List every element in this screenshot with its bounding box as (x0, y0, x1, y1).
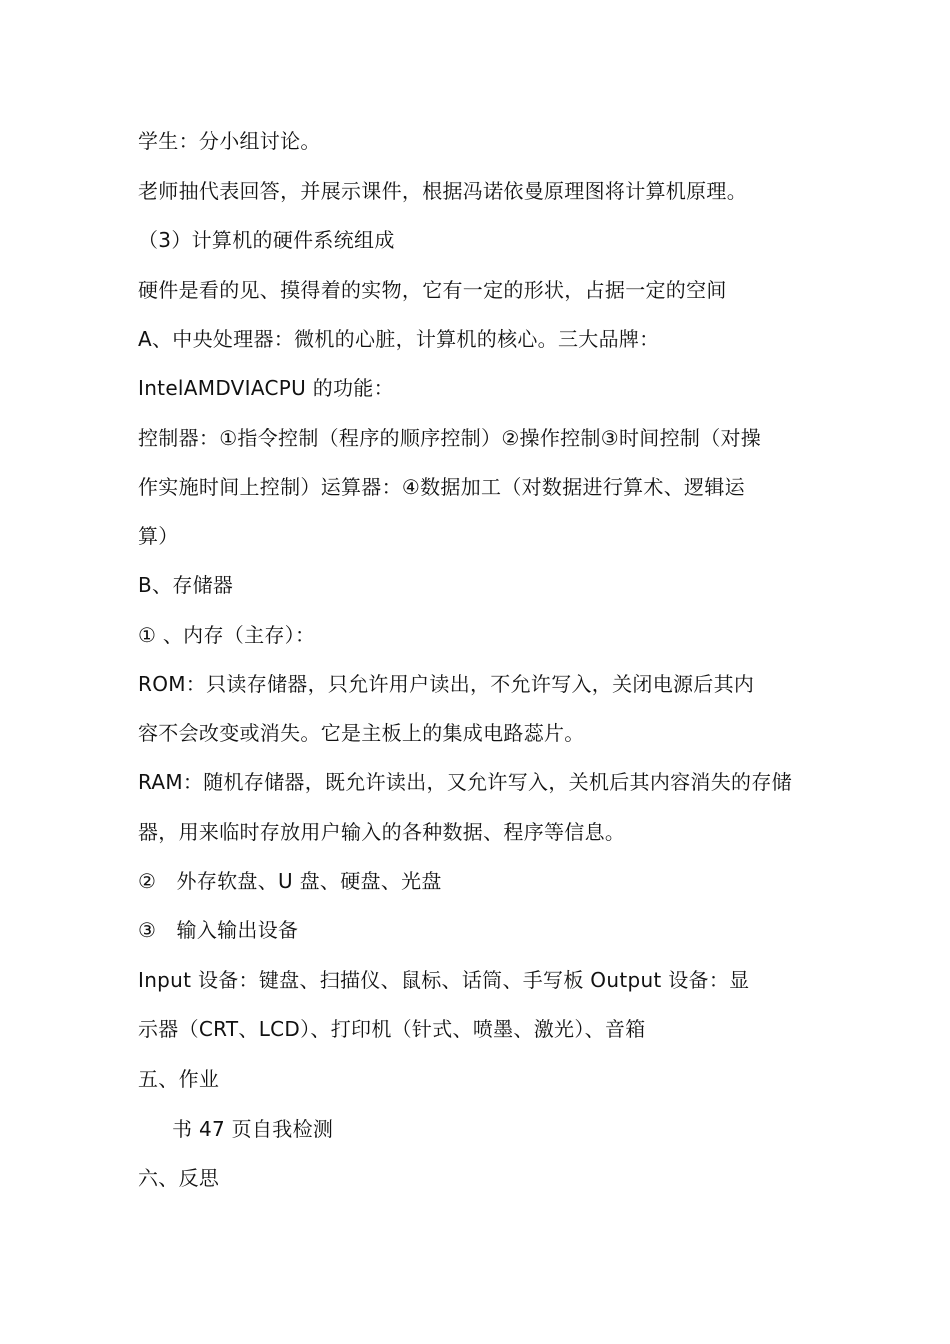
section-heading: 六、反思 (138, 1166, 220, 1190)
text-line: 算） (138, 524, 179, 548)
text-line: 示器（CRT、LCD）、打印机（针式、喷墨、激光）、音箱 (138, 1017, 646, 1041)
text-line: 作实施时间上控制）运算器：④数据加工（对数据进行算术、逻辑运 (138, 475, 745, 499)
text-line: ROM：只读存储器，只允许用户读出，不允许写入，关闭电源后其内 (138, 672, 755, 696)
text-line: RAM：随机存储器，既允许读出，又允许写入，关机后其内容消失的存储 (138, 770, 792, 794)
text-line: ① 、内存（主存）： (138, 623, 316, 647)
text-line: ③ 输入输出设备 (138, 918, 299, 942)
text-line: Input 设备：键盘、扫描仪、鼠标、话筒、手写板 Output 设备：显 (138, 968, 750, 992)
section-heading: 五、作业 (138, 1067, 220, 1091)
text-line: IntelAMDVIACPU 的功能： (138, 376, 394, 400)
text-line: 老师抽代表回答，并展示课件，根据冯诺依曼原理图将计算机原理。 (138, 179, 747, 203)
text-line: 容不会改变或消失。它是主板上的集成电路蕊片。 (138, 721, 585, 745)
text-line: A、中央处理器：微机的心脏，计算机的核心。三大品牌： (138, 327, 660, 351)
section-heading: （3）计算机的硬件系统组成 (138, 228, 395, 252)
text-line: 书 47 页自我检测 (172, 1117, 334, 1141)
text-line: 学生：分小组讨论。 (138, 129, 321, 153)
text-line: 器，用来临时存放用户输入的各种数据、程序等信息。 (138, 820, 626, 844)
text-line: 控制器：①指令控制（程序的顺序控制）②操作控制③时间控制（对操 (138, 426, 762, 450)
text-line: B、存储器 (138, 573, 234, 597)
text-line: ② 外存软盘、U 盘、硬盘、光盘 (138, 869, 442, 893)
text-line: 硬件是看的见、摸得着的实物，它有一定的形状，占据一定的空间 (138, 278, 727, 302)
